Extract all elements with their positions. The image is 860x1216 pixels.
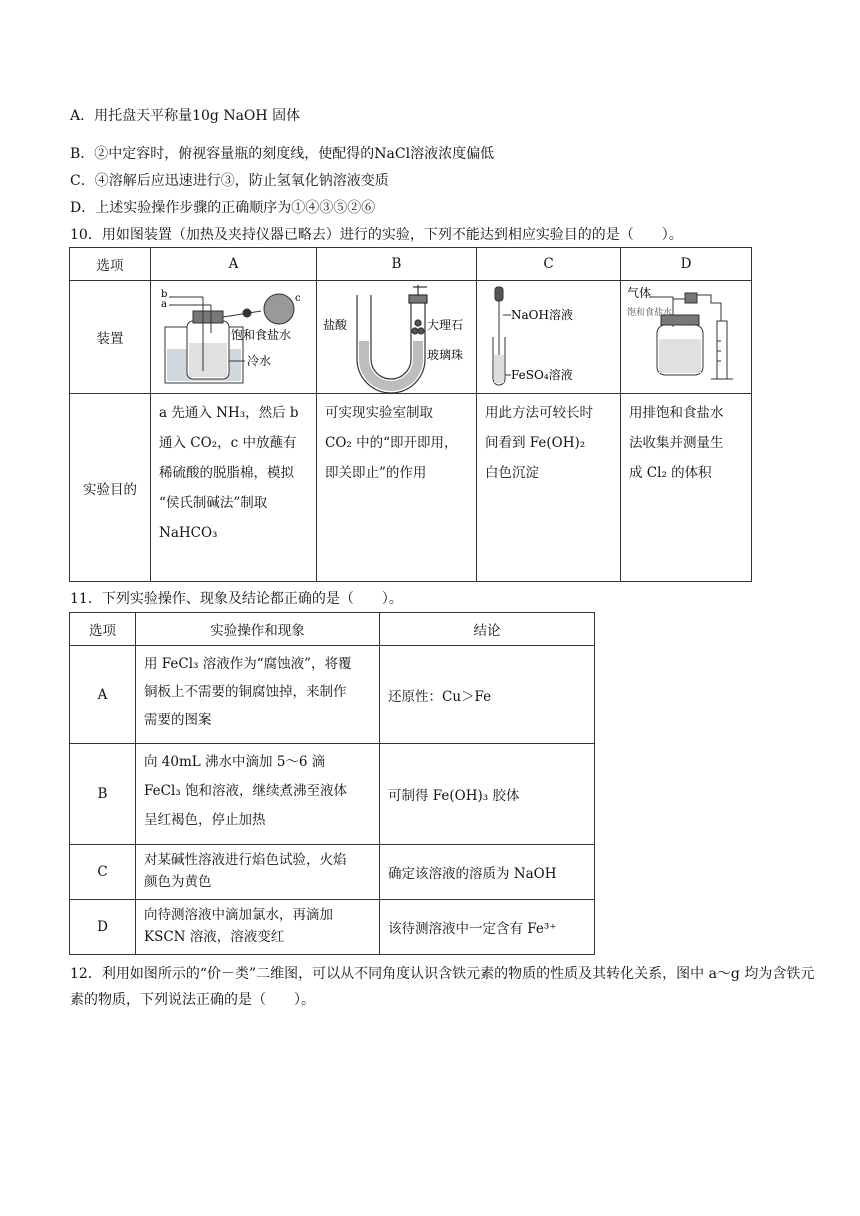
q11-row-c-operation bbox=[136, 845, 380, 900]
q9-option-a: A．用托盘天平称量10g NaOH 固体 bbox=[70, 108, 301, 124]
apparatus-a-label-c: c bbox=[295, 293, 301, 304]
q11-row-b-option: B bbox=[70, 744, 136, 845]
q11-row-c-operation-line: 对某碱性溶液进行焰色试验，火焰 bbox=[144, 852, 347, 868]
q12-stem: 12．利用如图所示的“价－类”二维图，可以从不同角度认识含铁元素的物质的性质及其转化关系，图中 a～g 均为含铁元素的物质，下列说法正确的是（ ）。 bbox=[70, 966, 815, 1008]
q10-purpose-a-line: 通入 CO₂，c 中放蘸有 bbox=[159, 435, 297, 451]
q11-row-b-operation-line: 向 40mL 沸水中滴加 5～6 滴 bbox=[144, 754, 326, 770]
apparatus-b-label-marble: 大理石 bbox=[427, 318, 464, 332]
apparatus-a-label-saturated-brine: 饱和食盐水 bbox=[231, 328, 292, 342]
apparatus-b-diagram bbox=[317, 281, 476, 393]
q10-figure-b bbox=[317, 281, 477, 394]
q10-purpose-a-line: NaHCO₃ bbox=[159, 525, 218, 541]
apparatus-b-label-glass-beads: 玻璃珠 bbox=[427, 348, 464, 362]
q11-row-a-operation-line: 用 FeCl₃ 溶液作为“腐蚀液”，将覆 bbox=[144, 656, 352, 672]
q10-purpose-b-line: CO₂ 中的“即开即用， bbox=[325, 435, 458, 451]
apparatus-d-label-gas: 气体 bbox=[627, 286, 652, 300]
apparatus-c-label-feso4: FeSO₄溶液 bbox=[511, 368, 573, 382]
apparatus-a-label-cold-water: 冷水 bbox=[247, 354, 272, 368]
q11-row-b-operation-line: FeCl₃ 饱和溶液，继续煮沸至液体 bbox=[144, 783, 347, 799]
q10-purpose-a bbox=[151, 394, 317, 582]
q11-row-a-conclusion: 还原性：Cu＞Fe bbox=[380, 646, 595, 744]
apparatus-d-label-saturated-brine: 饱和食盐水 bbox=[627, 308, 673, 318]
q11-stem: 11．下列实验操作、现象及结论都正确的是（ ）。 bbox=[70, 591, 403, 607]
apparatus-c-diagram bbox=[477, 281, 620, 393]
q11-row-d-operation-line: KSCN 溶液，溶液变红 bbox=[144, 929, 285, 945]
q10-table bbox=[69, 247, 752, 582]
q10-purpose-d bbox=[621, 394, 752, 582]
q10-header-option: 选项 bbox=[70, 248, 151, 281]
q10-purpose-d-line: 成 Cl₂ 的体积 bbox=[629, 465, 712, 481]
q11-row-d-operation-line: 向待测溶液中滴加氯水，再滴加 bbox=[144, 907, 333, 923]
apparatus-d-diagram bbox=[621, 281, 751, 393]
q10-header-d: D bbox=[621, 248, 752, 281]
apparatus-b-label-hcl: 盐酸 bbox=[323, 318, 348, 332]
apparatus-a-label-a: a bbox=[161, 299, 167, 310]
apparatus-a-label-b: b bbox=[161, 289, 168, 300]
q10-purpose-c-line: 用此方法可较长时 bbox=[485, 405, 593, 421]
q10-figure-c bbox=[477, 281, 621, 394]
q9-option-d: D．上述实验操作步骤的正确顺序为①④③⑤②⑥ bbox=[70, 200, 376, 216]
q10-header-c: C bbox=[477, 248, 621, 281]
q11-row-c-conclusion: 确定该溶液的溶质为 NaOH bbox=[380, 845, 595, 900]
q11-row-a-option: A bbox=[70, 646, 136, 744]
q11-header-conclusion: 结论 bbox=[380, 613, 595, 646]
q10-purpose-a-line: 稀硫酸的脱脂棉，模拟 bbox=[159, 465, 294, 481]
q10-figure-d bbox=[621, 281, 752, 394]
q10-purpose-d-line: 法收集并测量生 bbox=[629, 435, 724, 451]
q10-purpose-d-line: 用排饱和食盐水 bbox=[629, 405, 724, 421]
q11-row-b-conclusion: 可制得 Fe(OH)₃ 胶体 bbox=[380, 744, 595, 845]
q10-header-a: A bbox=[151, 248, 317, 281]
q10-header-b: B bbox=[317, 248, 477, 281]
q10-purpose-b bbox=[317, 394, 477, 582]
q11-row-a-operation-line: 需要的图案 bbox=[144, 712, 212, 728]
q11-row-c-operation-line: 颜色为黄色 bbox=[144, 874, 212, 890]
q10-purpose-b-line: 可实现实验室制取 bbox=[325, 405, 433, 421]
q10-purpose-c-line: 白色沉淀 bbox=[485, 465, 539, 481]
apparatus-c-label-naoh: NaOH溶液 bbox=[511, 308, 573, 322]
q10-stem: 10．用如图装置（加热及夹持仪器已略去）进行的实验，下列不能达到相应实验目的的是（ ）。 bbox=[70, 227, 683, 243]
apparatus-a-diagram bbox=[151, 281, 316, 393]
q11-row-d-operation bbox=[136, 900, 380, 955]
q10-figure-a bbox=[151, 281, 317, 394]
q9-option-c: C．④溶解后应迅速进行③，防止氢氧化钠溶液变质 bbox=[70, 173, 389, 189]
q10-purpose-a-line: “侯氏制碱法”制取 bbox=[159, 495, 268, 511]
q11-row-b-operation-line: 呈红褐色，停止加热 bbox=[144, 812, 266, 828]
q11-header-option: 选项 bbox=[70, 613, 136, 646]
q10-purpose-c-line: 间看到 Fe(OH)₂ bbox=[485, 435, 586, 451]
q11-row-d-option: D bbox=[70, 900, 136, 955]
q9-option-b: B．②中定容时，俯视容量瓶的刻度线，使配得的NaCl溶液浓度偏低 bbox=[70, 146, 495, 162]
q11-row-c-option: C bbox=[70, 845, 136, 900]
q10-purpose-c bbox=[477, 394, 621, 582]
q10-purpose-a-line: a 先通入 NH₃，然后 b bbox=[159, 405, 299, 421]
q11-header-operation: 实验操作和现象 bbox=[136, 613, 380, 646]
q11-row-b-operation bbox=[136, 744, 380, 845]
q10-row-device-label: 装置 bbox=[70, 281, 151, 394]
q11-row-a-operation bbox=[136, 646, 380, 744]
q10-row-purpose-label: 实验目的 bbox=[70, 394, 151, 582]
q11-row-a-operation-line: 铜板上不需要的铜腐蚀掉，来制作 bbox=[144, 684, 347, 700]
q11-row-d-conclusion: 该待测溶液中一定含有 Fe³⁺ bbox=[380, 900, 595, 955]
q11-table bbox=[69, 612, 595, 955]
q10-purpose-b-line: 即关即止”的作用 bbox=[325, 465, 427, 481]
